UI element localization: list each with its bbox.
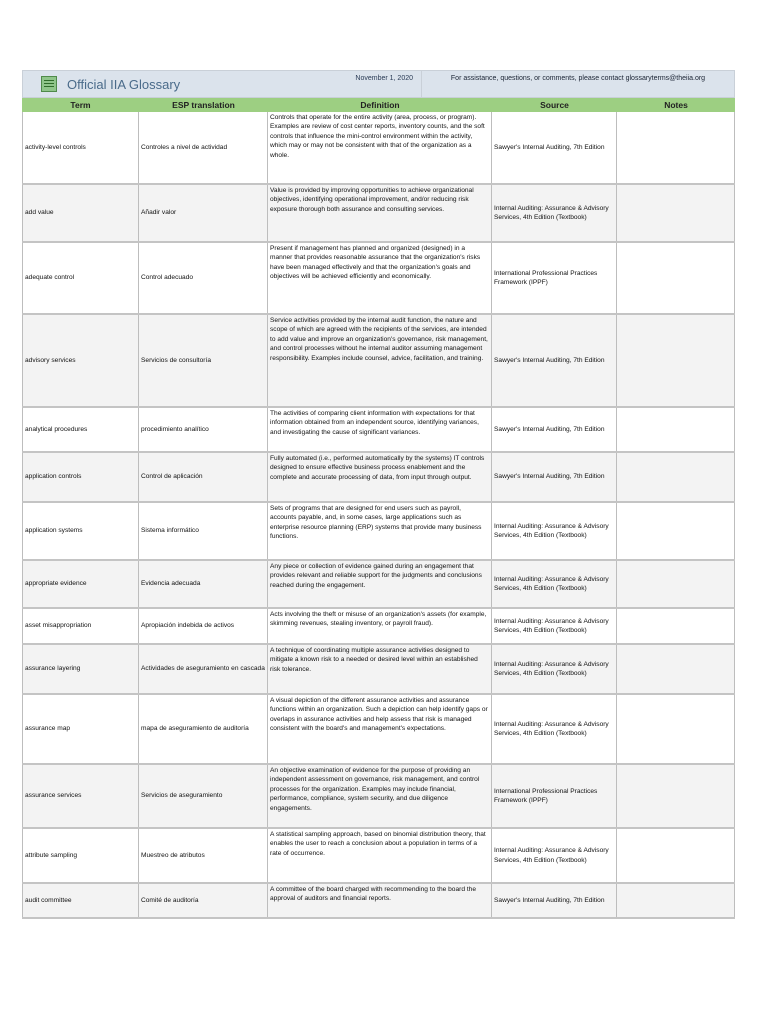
term-cell: attribute sampling xyxy=(22,829,139,882)
table-row xyxy=(22,561,735,609)
table-row xyxy=(22,243,735,315)
esp-translation-cell: Servicios de consultoría xyxy=(139,315,268,406)
term-cell: adequate control xyxy=(22,243,139,313)
term-cell: analytical procedures xyxy=(22,408,139,451)
definition-cell: Present if management has planned and organized (designed) in a manner that provides reasonable assurance that the organization's risks have been managed effectively and that the organization's goals and objectives will be achieved efficiently and economically. xyxy=(268,243,492,313)
term-cell: assurance services xyxy=(22,765,139,827)
table-row xyxy=(22,884,735,919)
notes-cell xyxy=(617,765,735,827)
source-cell: Sawyer's Internal Auditing, 7th Edition xyxy=(492,453,617,501)
definition-cell: Controls that operate for the entire activity (area, process, or program). Examples are review of cost center reports, inventory counts, and the soft controls that influence the mini-control environment within the activity, which may or may not be consistent with that of the organization as a whole. xyxy=(268,112,492,183)
definition-cell: A committee of the board charged with recommending to the board the approval of auditors and financial reports. xyxy=(268,884,492,917)
esp-translation-cell: Añadir valor xyxy=(139,185,268,241)
esp-translation-cell: Control de aplicación xyxy=(139,453,268,501)
definition-cell: Any piece or collection of evidence gained during an engagement that provides relevant and reliable support for the judgments and conclusions reached during the engagement. xyxy=(268,561,492,607)
definition-cell: The activities of comparing client information with expectations for that information obtained from an independent source, identifying variances, and investigating the cause of significant variances. xyxy=(268,408,492,451)
table-row xyxy=(22,112,735,185)
notes-cell xyxy=(617,503,735,559)
notes-cell xyxy=(617,243,735,313)
notes-cell xyxy=(617,609,735,643)
esp-translation-cell: Comité de auditoría xyxy=(139,884,268,917)
table-row xyxy=(22,453,735,503)
term-cell: add value xyxy=(22,185,139,241)
source-cell: Internal Auditing: Assurance & Advisory Services, 4th Edition (Textbook) xyxy=(492,185,617,241)
column-header-notes: Notes xyxy=(664,100,688,110)
notes-cell xyxy=(617,315,735,406)
source-cell: International Professional Practices Framework (IPPF) xyxy=(492,243,617,313)
source-cell: Internal Auditing: Assurance & Advisory Services, 4th Edition (Textbook) xyxy=(492,561,617,607)
esp-translation-cell: procedimiento analítico xyxy=(139,408,268,451)
spreadsheet-logo-icon xyxy=(41,76,57,92)
glossary-date: November 1, 2020 xyxy=(355,75,413,82)
sheet-header xyxy=(22,70,735,98)
contact-info: For assistance, questions, or comments, please contact glossaryterms@theiia.org xyxy=(421,71,734,97)
notes-cell xyxy=(617,408,735,451)
term-cell: application controls xyxy=(22,453,139,501)
glossary-sheet xyxy=(22,70,735,919)
column-header-row xyxy=(22,98,735,112)
notes-cell xyxy=(617,645,735,693)
column-header-source: Source xyxy=(540,100,569,110)
notes-cell xyxy=(617,884,735,917)
title-area xyxy=(23,71,421,97)
definition-cell: Fully automated (i.e., performed automatically by the systems) IT controls designed to ensure effective business process enablement and the complete and accurate processing of data, from input through output. xyxy=(268,453,492,501)
term-cell: assurance layering xyxy=(22,645,139,693)
esp-translation-cell: Actividades de aseguramiento en cascada xyxy=(139,645,268,693)
table-row xyxy=(22,408,735,453)
column-header-term: Term xyxy=(70,100,91,110)
definition-cell: Service activities provided by the internal audit function, the nature and scope of which are agreed with the recipients of the services, are intended to add value and improve an organization's governance, risk management, and control processes without he internal auditor assuming management responsibility. Examples include counsel, advice, facilitation, and training. xyxy=(268,315,492,406)
table-row xyxy=(22,695,735,765)
source-cell: Sawyer's Internal Auditing, 7th Edition xyxy=(492,112,617,183)
definition-cell: Value is provided by improving opportunities to achieve organizational objectives, identifying operational improvement, and/or reducing risk exposure thorough both assurance and consulting services. xyxy=(268,185,492,241)
esp-translation-cell: Muestreo de atributos xyxy=(139,829,268,882)
term-cell: appropriate evidence xyxy=(22,561,139,607)
esp-translation-cell: Apropiación indebida de activos xyxy=(139,609,268,643)
esp-translation-cell: Servicios de aseguramiento xyxy=(139,765,268,827)
definition-cell: An objective examination of evidence for the purpose of providing an independent assessment on governance, risk management, and control processes for the organization. Examples may include financial, performance, compliance, system security, and due diligence engagements. xyxy=(268,765,492,827)
esp-translation-cell: Evidencia adecuada xyxy=(139,561,268,607)
column-header-definition: Definition xyxy=(360,100,400,110)
definition-cell: Sets of programs that are designed for end users such as payroll, accounts payable, and, in some cases, large applications such as enterprise resource planning (ERP) systems that provide many business functions. xyxy=(268,503,492,559)
source-cell: International Professional Practices Framework (IPPF) xyxy=(492,765,617,827)
source-cell: Sawyer's Internal Auditing, 7th Edition xyxy=(492,408,617,451)
source-cell: Internal Auditing: Assurance & Advisory Services, 4th Edition (Textbook) xyxy=(492,645,617,693)
table-row xyxy=(22,829,735,884)
source-cell: Internal Auditing: Assurance & Advisory Services, 4th Edition (Textbook) xyxy=(492,609,617,643)
definition-cell: Acts involving the theft or misuse of an organization's assets (for example, skimming revenues, stealing inventory, or payroll fraud). xyxy=(268,609,492,643)
table-row xyxy=(22,185,735,243)
table-row xyxy=(22,609,735,645)
term-cell: assurance map xyxy=(22,695,139,763)
source-cell: Internal Auditing: Assurance & Advisory Services, 4th Edition (Textbook) xyxy=(492,695,617,763)
esp-translation-cell: Controles a nivel de actividad xyxy=(139,112,268,183)
definition-cell: A statistical sampling approach, based on binomial distribution theory, that enables the user to reach a conclusion about a population in terms of a rate of occurrence. xyxy=(268,829,492,882)
term-cell: asset misappropriation xyxy=(22,609,139,643)
notes-cell xyxy=(617,561,735,607)
notes-cell xyxy=(617,112,735,183)
source-cell: Sawyer's Internal Auditing, 7th Edition xyxy=(492,884,617,917)
notes-cell xyxy=(617,829,735,882)
column-header-esp: ESP translation xyxy=(172,100,235,110)
term-cell: application systems xyxy=(22,503,139,559)
table-row xyxy=(22,315,735,408)
table-row xyxy=(22,645,735,695)
notes-cell xyxy=(617,695,735,763)
table-row xyxy=(22,765,735,829)
definition-cell: A technique of coordinating multiple assurance activities designed to mitigate a known risk to a needed or desired level within an established risk tolerance. xyxy=(268,645,492,693)
table-row xyxy=(22,503,735,561)
source-cell: Sawyer's Internal Auditing, 7th Edition xyxy=(492,315,617,406)
notes-cell xyxy=(617,185,735,241)
source-cell: Internal Auditing: Assurance & Advisory Services, 4th Edition (Textbook) xyxy=(492,829,617,882)
notes-cell xyxy=(617,453,735,501)
esp-translation-cell: mapa de aseguramiento de auditoría xyxy=(139,695,268,763)
source-cell: Internal Auditing: Assurance & Advisory Services, 4th Edition (Textbook) xyxy=(492,503,617,559)
esp-translation-cell: Sistema informático xyxy=(139,503,268,559)
glossary-table-body xyxy=(22,112,735,919)
term-cell: advisory services xyxy=(22,315,139,406)
esp-translation-cell: Control adecuado xyxy=(139,243,268,313)
term-cell: activity-level controls xyxy=(22,112,139,183)
definition-cell: A visual depiction of the different assurance activities and assurance functions within an organization. Such a depiction can help identify gaps or overlaps in assurance activities and help assess that risk is managed consistent with the board's and management's expectations. xyxy=(268,695,492,763)
page-title: Official IIA Glossary xyxy=(67,76,181,92)
term-cell: audit committee xyxy=(22,884,139,917)
